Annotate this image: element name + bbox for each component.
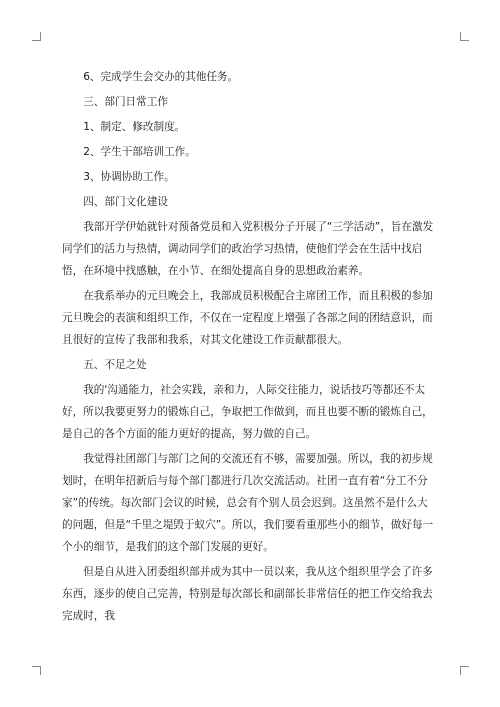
- crop-mark-top-left: [32, 32, 41, 41]
- document-body: [62, 66, 438, 627]
- crop-mark-bottom-left: [32, 666, 41, 675]
- paragraph-shortcomings-2: 我觉得社团部门与部门之间的交流还有不够，需要加强。所以，我的初步规划时，在明年招新后与每个部门都进行几次交流活动。社团一直有着“分工不分家”的传统。每次部门会议的时候，总会有个别人员会迟到。这虽然不是什么大的问题，但是“千里之堤毁于蚁穴”。所以，我们要看重那些小的细节，做好每一个小的细节，是我们的这个部门发展的更好。: [62, 453, 434, 553]
- paragraph-shortcomings-1: 我的'沟通能力，社会实践，亲和力，人际交往能力，说话技巧等都还不太好，所以我要更努力的锻炼自己，争取把工作做到，而且也要不断的锻炼自己，是自己的各个方面的能力更好的提高，努力做的自己。: [62, 384, 433, 440]
- paragraph-task-6: 6、完成学生会交办的其他任务。: [83, 71, 239, 83]
- paragraph-item-3: 3、协调协助工作。: [83, 171, 175, 183]
- heading-daily-work: 三、部门日常工作: [83, 96, 168, 108]
- paragraph-organization: 但是自从进入团委组织部并成为其中一员以来，我从这个组织里学会了许多东西，逐步的使自己完善，特别是每次部长和副部长非常信任的把工作交给我去完成时，我: [62, 566, 433, 622]
- heading-culture: 四、部门文化建设: [83, 196, 168, 208]
- crop-mark-top-right: [460, 32, 469, 41]
- paragraph-culture-2: 在我系举办的元旦晚会上，我部成员积极配合主席团工作，而且积极的参加元旦晚会的表演和组织工作，不仅在一定程度上增强了各部之间的团结意识，而且很好的宣传了我部和我系，对其文化建设工作贡献都很大。: [62, 290, 433, 346]
- heading-shortcomings: 五、不足之处: [83, 359, 147, 371]
- paragraph-item-2: 2、学生干部培训工作。: [83, 146, 196, 158]
- crop-mark-bottom-right: [460, 666, 469, 675]
- paragraph-culture-1: 我部开学伊始就针对预备党员和入党积极分子开展了“三学活动”，旨在激发同学们的活力与热情，调动同学们的政治学习热情，使他们学会在生活中找启悟，在环境中找感触，在小节、在细处提高自身的思想政治素养。: [62, 221, 434, 277]
- paragraph-item-1: 1、制定、修改制度。: [83, 121, 186, 133]
